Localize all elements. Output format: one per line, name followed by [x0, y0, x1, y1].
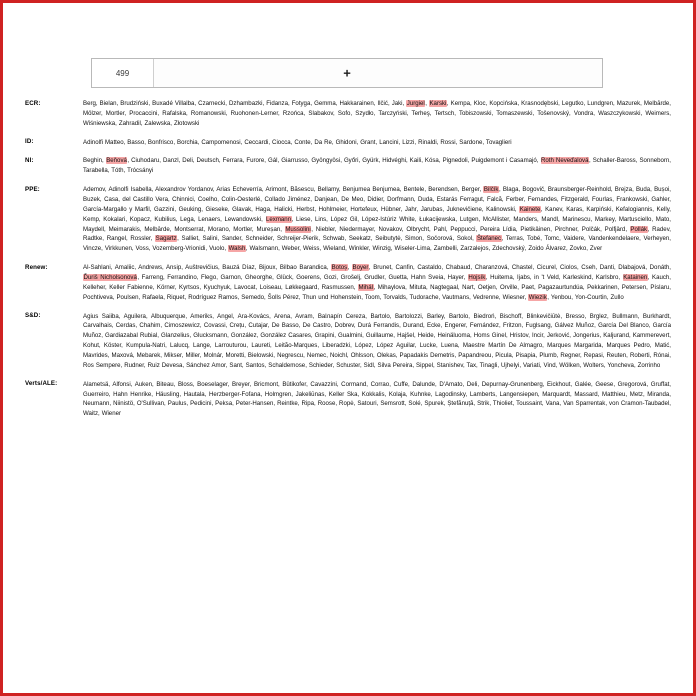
name-text: , Radev, Radtke, Rangel, Rossler, — [83, 225, 671, 243]
group-label: ID: — [25, 138, 34, 146]
group-member-names — [83, 156, 671, 176]
highlighted-name: Sagartz — [155, 235, 177, 243]
name-text: , Terras, Tobé, Tomc, Vaidere, Vandenkendelaere, Verheyen, Vincze, Virkkunen, Voss, Vozemberg-Vrionidi, Vuolo, — [83, 235, 671, 253]
group-member-names — [83, 380, 671, 419]
name-text: , Walsmann, Weber, Weiss, Wieland, Winkler, Winzig, Wiseler-Lima, Zambelli, Zarzalejos, Zdechovský, Zoido Álvarez, Zovko, Zver — [245, 245, 603, 253]
highlighted-name: Hojsík — [468, 274, 486, 282]
highlighted-name: Beňová — [106, 157, 127, 165]
highlighted-name: Pollák — [630, 225, 648, 233]
highlighted-name: Roth Neveďalová — [541, 157, 589, 165]
group-label: PPE: — [25, 185, 40, 193]
highlighted-name: Kainete — [519, 205, 541, 213]
highlighted-name: Botoș — [331, 264, 348, 272]
voting-groups-list — [25, 99, 671, 419]
voting-group — [25, 263, 671, 302]
name-text: , Ciuhodaru, Danzl, Deli, Deutsch, Ferrara, Furore, Gál, Giarrusso, Gyöngyösi, Győri, Gyürk, Hidvéghi, Kaili, Kósa, Pignedoli, Puigdemont i Casamajó, — [127, 157, 541, 165]
name-text: Ademov, Adinolfi Isabella, Alexandrov Yordanov, Arias Echeverría, Arimont, Băsescu, Bellamy, Benjumea Benjumea, Bentele, Berendsen, Berger, — [83, 186, 484, 194]
highlighted-name: Lexmann — [266, 215, 292, 223]
name-text: , — [425, 100, 429, 107]
name-text: Berg, Bielan, Brudziński, Buxadé Villalba, Czarnecki, Dzhambazki, Fidanza, Fotyga, Gemma, Hakkarainen, Ilčić, Jaki, — [83, 100, 407, 107]
highlighted-name: Štefanec — [476, 235, 502, 243]
highlighted-name: Walsh — [228, 245, 246, 253]
name-text: Al-Sahlani, Amaliic, Andrews, Ansip, Auštrevičius, Bauzá Díaz, Bijoux, Bilbao Barandica, — [83, 264, 332, 272]
highlighted-name: Jurgiel — [406, 100, 425, 107]
name-text: , Huitema, Ijabs, in 't Veld, Karleskind, Karlsbro, — [485, 274, 623, 282]
name-text: , Mihaylova, Mituta, Nagtegaal, Nart, Oetjen, Orville, Paet, Pagazaurtundúa, Pekkarinen, Petersen, Píslaru, Pochtiveva, Poulsen, Rafaela, Riquet, Rodríguez Ramos, Semedo, Šolls Pérez, Thun und Hohenstein, Toom, Torvalds, Tudorache, Vautmans, Vedrenne, Wiesner, — [83, 283, 671, 301]
group-label: ECR: — [25, 99, 41, 107]
name-text: , Schaller-Baross, Sonneborn, Tarabella, Tóth, Trócsányi — [83, 157, 671, 175]
highlighted-name: Katainen — [623, 274, 648, 282]
name-text: , Yenbou, Yon-Courtin, Zullo — [547, 293, 624, 301]
voting-group — [25, 99, 671, 129]
group-member-names — [83, 99, 671, 129]
voting-group — [25, 380, 671, 419]
group-member-names — [83, 312, 671, 371]
document-body — [25, 99, 671, 675]
highlighted-name: Boyer — [352, 264, 369, 272]
highlighted-name: Karski — [429, 100, 447, 107]
group-member-names — [83, 138, 671, 148]
voting-group — [25, 312, 671, 371]
highlighted-name: Mihál — [358, 283, 374, 291]
name-text: , Kanev, Karas, Karpiński, Kefalogiannis, Kelly, Kemp, Kokalari, Kopacz, Kubilius, Lega, Lenaers, Lewandowski, — [83, 205, 671, 223]
voting-group — [25, 185, 671, 254]
name-text: , Liese, Lins, López Gil, López-Istúriz White, Łukacijewska, Lutgen, McAllister, Manders, Mandl, Marinescu, Markey, Martusciello, Mato, Maydell, Meimarakis, Melbārde, Montserrat, Morano, Mortler, Mureșan, — [83, 215, 671, 233]
name-text: , Niebler, Niedermayer, Novakov, Olbrycht, Pahl, Peppucci, Pereira Lídia, Pietikäinen, Pirchner, Polčák, Polfjärd, — [311, 225, 630, 233]
group-member-names — [83, 185, 671, 254]
name-text: , Brunet, Canfin, Castaldo, Chabaud, Charanzová, Chastel, Cicurel, Ciolos, Cseh, Danti, Dlabajová, Donáth, — [368, 264, 671, 272]
name-text: , Farreng, Ferrandino, Flego, Garnon, Gheorghe, Glück, Goerens, Gozi, Grošelj, Grudler, Guetta, Hahn Sveia, Hayer, — [137, 274, 468, 282]
voting-group — [25, 138, 671, 148]
pdf-viewer-toolbar — [91, 58, 603, 88]
name-text: Beghin, — [83, 157, 106, 165]
group-member-names — [83, 263, 671, 302]
highlighted-name: Bilčík — [483, 186, 499, 194]
add-icon[interactable]: + — [343, 65, 351, 81]
name-text: , Kempa, Kloc, Kopcińska, Krasnodębski, Legutko, Lundgren, Mazurek, Melbārde, Mölzer, Mortler, Procaccini, Rafalska, Romanowski, Ruohonen-Lerner, Rzońca, Slabakov, Sofo, Szydło, Tarczyński, Terheş, Tertsch, Tobiszowski, Tomaszewski, Tošenovský, Vondra, Waszczykowski, Weimers, Wiśniewska, Zahradil, Zalewska, Złotowski — [83, 100, 671, 127]
highlighted-name: Wiezik — [528, 293, 547, 301]
name-text: , — [347, 264, 352, 272]
group-label: NI: — [25, 156, 34, 164]
name-text: Alametsä, Alfonsi, Auken, Biteau, Bloss, Boeselager, Breyer, Bricmont, Bütikofer, Cavazzini, Cormand, Corrao, Cuffe, Dalunde, D'Amato, Deli, Depurnay-Grunenberg, Eickhout, Galée, Geese, Gregorová, Gruffat, Guerreiro, Hahn Henrike, Häusling, Hautala, Herzberger-Fofana, Holmgren, Jakeliūnas, Keller Ska, Kokkalis, Kolaja, Kuhnke, Lagodinsky, Lamberts, Langensiepen, Marquardt, Massard, Matthieu, Metz, Miranda, Neumann, Niinistö, O'Sullivan, Paulus, Pedicini, Peksa, Peter-Hansen, Reintke, Ripa, Roose, Ropė, Satouri, Semsrott, Solé, Spurek, Ștefănuță, Strik, Thioliet, Toussaint, Vana, Van Sparrentak, von Cramon-Taubadel, Waitz, Wiener — [83, 380, 671, 418]
group-label: Verts/ALE: — [25, 380, 58, 388]
name-text: Adinolfi Matteo, Basso, Bonfrisco, Borchia, Campomenosi, Ceccardi, Ciocca, Conte, Da Re, Ghidoni, Grant, Lancini, Lizzi, Rinaldi, Rossi, Sardone, Tovaglieri — [83, 138, 512, 146]
page-number-input[interactable]: 499 — [92, 59, 154, 87]
name-text: Agius Saiiba, Aguilera, Albuquerque, Ameriks, Angel, Ara-Kovács, Arena, Avram, Balларín Cereza, Bartolo, Bartolozzi, Barley, Bartolo, Biedroń, Bischoff, Blinkevičiūtė, Bresso, Brglez, Bullmann, Burkhardt, Carvalhais, Cerdas, Chahim, Cimoszewicz, Covassi, Crețu, Cutajar, De Basso, De Castro, Dobrev, Durá Ferrandis, Durand, Ecke, Engerer, Fernández, Fritzon, Fuglsang, Gálvez Muñoz, García Del Blanco, García Muñoz, Gardiazabal Rubial, Glanzelius, Glucksmann, González, González Casares, Grapini, Gualmini, Guillaume, Hajšel, Heide, Heinäluoma, Homs Ginel, Hristov, Incir, Jerković, Jongerius, Kaljurand, Kammerevert, Kohut, Köster, Kumpula-Natri, Lalucq, Lange, Larrouturou, Laureti, Leitão-Marques, Liberadzki, López, López Aguilar, Luсke, Luena, Maestre Martín De Almagro, Marques Margarida, Marques Pedro, Matić, Mavrides, Maxová, Mebarek, Mikser, Miller, Molnár, Moretti, Bielowski, Negrescu, Nemec, Noichl, Ohlsson, Olekas, Papadakis Demetris, Papandreou, Picula, Pisapia, Plumb, Regner, Repasi, Reuten, Roberti, Rónai, Ros Sempere, Rudner, Ruiz Devesa, Sánchez Amor, Sant, Santos, Schaldemose, Schieder, Schuster, Sidl, Silva Pereira, Sippel, Stanishev, Tax, Tinagli, Ujhelyi, Variati, Vind, Wölken, Wolters, Yoncheva, Zorrinho — [83, 312, 671, 369]
name-text: , Kauch, Kelleher, Keller Fabienne, Körner, Kyrtsos, Kyuchyuk, Lavocat, Loiseau, Løkkegaard, Rasmussen, — [83, 274, 671, 291]
highlighted-name: Ďuriš Nicholsonová — [83, 274, 137, 282]
highlighted-name: Mussolini — [285, 225, 311, 233]
name-text: , Salliet, Salini, Sander, Schneider, Schreijer-Pierik, Schwab, Seekatz, Seibutytė, Simon, Sočorová, Sokol, — [177, 235, 477, 243]
name-text: , Blaga, Bogovič, Braunsberger-Reinhold, Brejza, Buda, Bușoi, Buzek, Casa, del Castillo Vera, Chinnici, Coelho, Colin-Oesterlé, Collado Jiménez, Danjean, De Meo, Didier, Dorfmann, Duda, Estarás Ferragut, Falcă, Ferber, Fernandes, Fitzgerald, Fourlas, Frankowski, Gahler, García-Margallo y Marfil, Gazzini, Geuking, Gieseke, Glavak, Haga, Halicki, Herbst, Hohlmeier, Hortefeux, Hübner, Jahr, Jarubas, Juknevičiene, Kalinowski, — [83, 186, 671, 213]
voting-group — [25, 156, 671, 176]
group-label: S&D: — [25, 312, 41, 320]
group-label: Renew: — [25, 263, 48, 271]
